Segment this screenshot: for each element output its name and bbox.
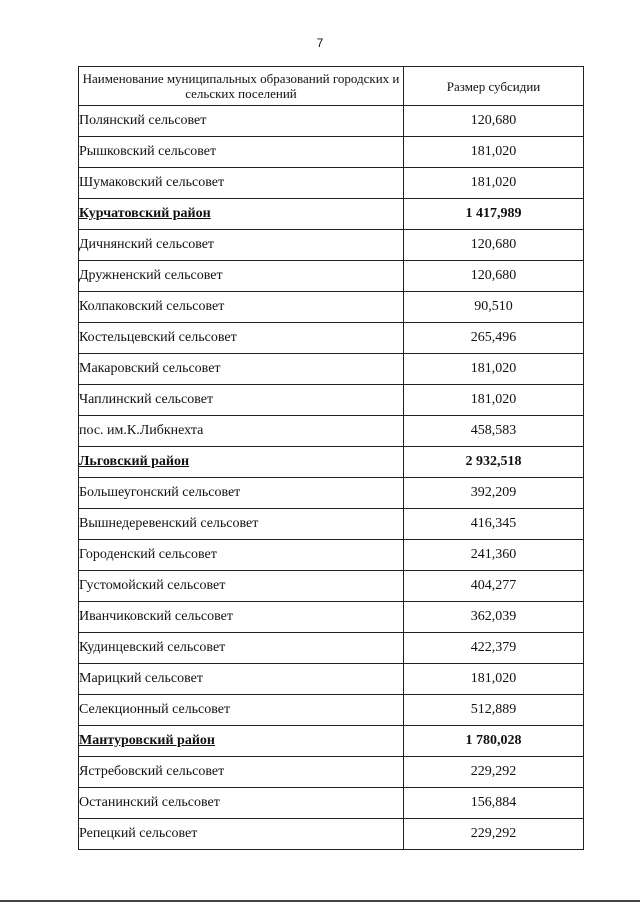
- subsidy-amount-cell: 458,583: [404, 416, 584, 447]
- municipality-name: Большеугонский сельсовет: [79, 485, 241, 500]
- municipality-name-cell: [79, 695, 404, 726]
- page-bottom-rule: [0, 900, 640, 902]
- district-row: [79, 199, 584, 230]
- subsidy-amount-cell: 392,209: [404, 478, 584, 509]
- page-number: 7: [316, 36, 324, 50]
- subsidy-amount-cell: 229,292: [404, 757, 584, 788]
- municipality-name-cell: [79, 447, 404, 478]
- district-name: Курчатовский район: [79, 206, 211, 221]
- subsidy-amount-cell: 181,020: [404, 385, 584, 416]
- municipality-name: Дичнянский сельсовет: [79, 237, 215, 252]
- table-row: [79, 323, 584, 354]
- municipality-name-cell: [79, 292, 404, 323]
- subsidy-amount-cell: 1 417,989: [404, 199, 584, 230]
- subsidy-amount-cell: 181,020: [404, 664, 584, 695]
- table-row: [79, 540, 584, 571]
- municipality-name-cell: [79, 261, 404, 292]
- municipality-name: пос. им.К.Либкнехта: [79, 423, 204, 438]
- subsidy-amount-cell: 404,277: [404, 571, 584, 602]
- table-row: [79, 385, 584, 416]
- table-row: [79, 292, 584, 323]
- header-size-column: Размер субсидии: [404, 67, 584, 106]
- municipality-name: Чаплинский сельсовет: [79, 392, 214, 407]
- municipality-name-cell: [79, 168, 404, 199]
- subsidy-amount-cell: 422,379: [404, 633, 584, 664]
- subsidy-amount-cell: 120,680: [404, 106, 584, 137]
- table-row: [79, 478, 584, 509]
- municipality-name-cell: [79, 323, 404, 354]
- subsidy-amount-cell: 156,884: [404, 788, 584, 819]
- table-row: [79, 261, 584, 292]
- municipality-name: Густомойский сельсовет: [79, 578, 226, 593]
- municipality-name: Кудинцевский сельсовет: [79, 640, 226, 655]
- table-row: [79, 788, 584, 819]
- subsidy-amount-cell: 512,889: [404, 695, 584, 726]
- table-row: [79, 633, 584, 664]
- table-row: [79, 571, 584, 602]
- subsidy-amount-cell: 416,345: [404, 509, 584, 540]
- municipality-name: Макаровский сельсовет: [79, 361, 221, 376]
- subsidy-amount-cell: 241,360: [404, 540, 584, 571]
- municipality-name-cell: [79, 726, 404, 757]
- subsidy-amount-cell: 181,020: [404, 168, 584, 199]
- municipality-name: Костельцевский сельсовет: [79, 330, 237, 345]
- municipality-name-cell: [79, 137, 404, 168]
- table-row: [79, 664, 584, 695]
- district-name: Льговский район: [79, 454, 190, 469]
- municipality-name-cell: [79, 540, 404, 571]
- municipality-name: Репецкий сельсовет: [79, 826, 198, 841]
- subsidy-amount-cell: 362,039: [404, 602, 584, 633]
- subsidy-amount-cell: 181,020: [404, 137, 584, 168]
- subsidy-amount-cell: 120,680: [404, 230, 584, 261]
- municipality-name: Ястребовский сельсовет: [79, 764, 225, 779]
- district-row: [79, 726, 584, 757]
- table-row: [79, 602, 584, 633]
- municipality-name-cell: [79, 416, 404, 447]
- table-row: [79, 137, 584, 168]
- municipality-name-cell: [79, 509, 404, 540]
- municipality-name-cell: [79, 385, 404, 416]
- subsidy-amount-cell: 265,496: [404, 323, 584, 354]
- municipality-name: Селекционный сельсовет: [79, 702, 231, 717]
- municipality-name: Рышковский сельсовет: [79, 144, 217, 159]
- district-row: [79, 447, 584, 478]
- table-row: [79, 757, 584, 788]
- municipality-name-cell: [79, 354, 404, 385]
- municipality-name-cell: [79, 664, 404, 695]
- subsidy-amount-cell: 229,292: [404, 819, 584, 850]
- municipality-name: Иванчиковский сельсовет: [79, 609, 233, 624]
- municipality-name-cell: [79, 633, 404, 664]
- municipality-name-cell: [79, 106, 404, 137]
- municipality-name: Шумаковский сельсовет: [79, 175, 225, 190]
- municipality-name-cell: [79, 757, 404, 788]
- subsidy-amount-cell: 120,680: [404, 261, 584, 292]
- table-row: [79, 819, 584, 850]
- municipality-name: Городенский сельсовет: [79, 547, 217, 562]
- municipality-name-cell: [79, 819, 404, 850]
- table-header-row: [79, 67, 584, 106]
- district-name: Мантуровский район: [79, 733, 215, 748]
- table-row: [79, 106, 584, 137]
- municipality-name-cell: [79, 571, 404, 602]
- subsidy-amount-cell: 90,510: [404, 292, 584, 323]
- municipality-name: Колпаковский сельсовет: [79, 299, 225, 314]
- municipality-name-cell: [79, 230, 404, 261]
- municipality-name: Дружненский сельсовет: [79, 268, 223, 283]
- table-row: [79, 416, 584, 447]
- subsidy-amount-cell: 2 932,518: [404, 447, 584, 478]
- municipality-name: Останинский сельсовет: [79, 795, 220, 810]
- subsidy-table: [78, 66, 584, 850]
- municipality-name-cell: [79, 199, 404, 230]
- header-name-column: Наименование муниципальных образований городских и сельских поселений: [79, 67, 404, 106]
- municipality-name: Марицкий сельсовет: [79, 671, 203, 686]
- table-row: [79, 354, 584, 385]
- subsidy-amount-cell: 181,020: [404, 354, 584, 385]
- municipality-name: Вышнедеревенский сельсовет: [79, 516, 259, 531]
- table-row: [79, 695, 584, 726]
- municipality-name: Полянский сельсовет: [79, 113, 207, 128]
- municipality-name-cell: [79, 788, 404, 819]
- municipality-name-cell: [79, 478, 404, 509]
- table-row: [79, 168, 584, 199]
- table-row: [79, 230, 584, 261]
- table-row: [79, 509, 584, 540]
- subsidy-amount-cell: 1 780,028: [404, 726, 584, 757]
- municipality-name-cell: [79, 602, 404, 633]
